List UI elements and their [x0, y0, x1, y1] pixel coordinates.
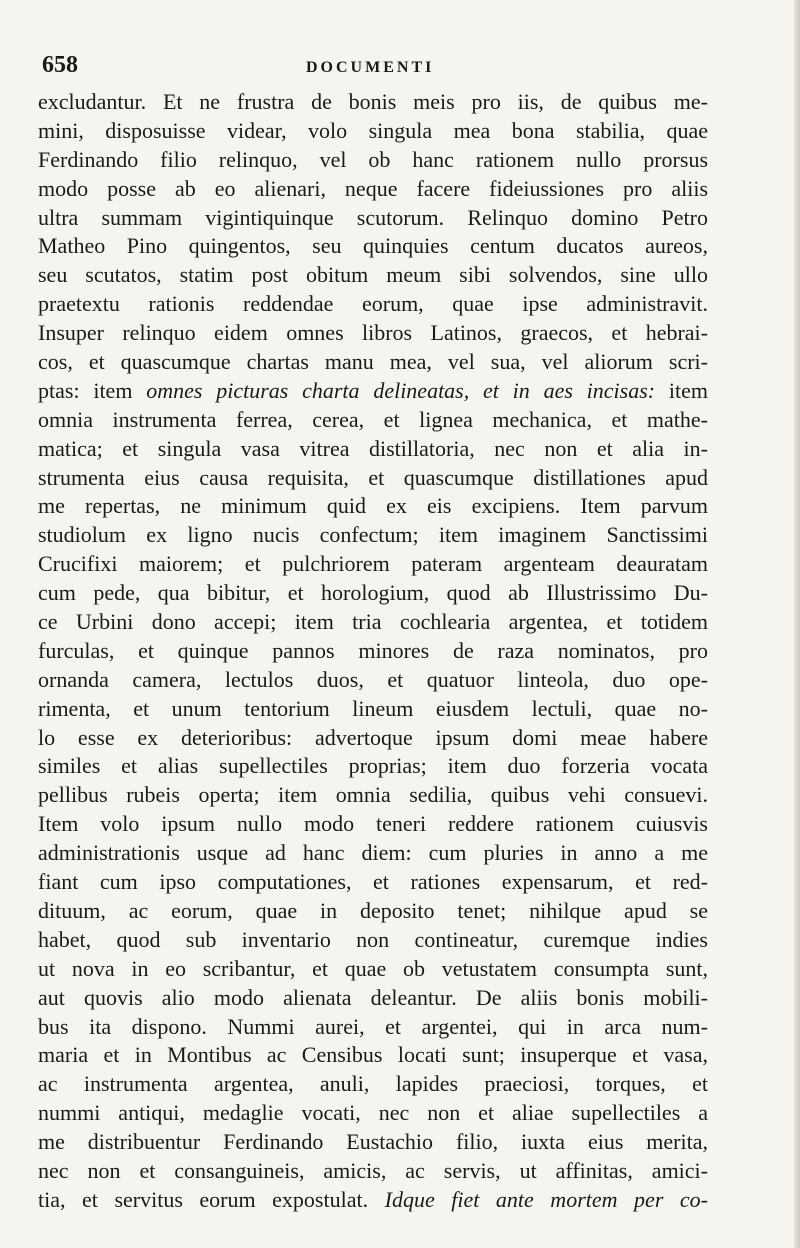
text-line: excludantur. Et ne frustra de bonis meis pro iis, de quibus me- [38, 89, 708, 114]
body-text [38, 88, 708, 1215]
text-line: Ferdinando filio relinquo, vel ob hanc rationem nullo prorsus [38, 146, 708, 172]
text-line: administrationis usque ad hanc diem: cum pluries in anno a me [38, 840, 708, 866]
text-line: cum pede, qua bibitur, et horologium, quod ab Illustrissimo Du- [38, 580, 708, 606]
text-line: pellibus rubeis operta; item omnia sedilia, quibus vehi consuevi. [38, 782, 708, 808]
text-line: dituum, ac eorum, quae in deposito tenet; nihilque apud se [38, 897, 708, 923]
text-line: studiolum ex ligno nucis confectum; item imaginem Sanctissimi [38, 522, 708, 548]
text-line: fiant cum ipso computationes, et rationes expensarum, et red- [38, 869, 708, 895]
text-line: Matheo Pino quingentos, seu quinquies centum ducatos aureos, [38, 233, 708, 259]
text-line: habet, quod sub inventario non contineatur, curemque indies [38, 926, 708, 952]
italic-run: Idque fiet ante mortem per co- [384, 1186, 708, 1212]
text-line-with-italic [38, 1186, 708, 1215]
text-line-with-italic [38, 377, 708, 406]
text-line: lo esse ex deterioribus: advertoque ipsum domi meae habere [38, 724, 708, 750]
text-line: nummi antiqui, medaglie vocati, nec non et aliae supellectiles a [38, 1100, 708, 1126]
text-line: ornanda camera, lectulos duos, et quatuor linteola, duo ope- [38, 666, 708, 692]
text-line: ce Urbini dono accepi; item tria cochlearia argentea, et totidem [38, 609, 708, 635]
text-line: me repertas, ne minimum quid ex eis excipiens. Item parvum [38, 493, 708, 519]
text-line: ac instrumenta argentea, anuli, lapides praeciosi, torques, et [38, 1071, 708, 1097]
italic-run: omnes picturas charta delineatas, et in aes incisas: [146, 377, 656, 403]
text-line: Crucifixi maiorem; et pulchriorem pateram argenteam deauratam [38, 551, 708, 577]
page-number: 658 [42, 52, 78, 78]
text-line: rimenta, et unum tentorium lineum eiusdem lectuli, quae no- [38, 695, 708, 721]
page-header [38, 44, 708, 84]
page-edge-shadow [794, 0, 800, 1248]
text-line: aut quovis alio modo alienata deleantur. De aliis bonis mobili- [38, 984, 708, 1010]
text-run: ptas: item [38, 377, 147, 403]
text-line: nec non et consanguineis, amicis, ac servis, ut affinitas, amici- [38, 1157, 708, 1183]
text-line: modo posse ab eo alienari, neque facere fideiussiones pro aliis [38, 175, 708, 201]
text-line: ut nova in eo scribantur, et quae ob vetustatem consumpta sunt, [38, 955, 708, 981]
text-line: strumenta eius causa requisita, et quascumque distillationes apud [38, 464, 708, 490]
text-line: Insuper relinquo eidem omnes libros Latinos, graecos, et hebrai- [38, 320, 708, 346]
running-head: DOCUMENTI [306, 59, 435, 76]
text-line: me distribuentur Ferdinando Eustachio filio, iuxta eius merita, [38, 1129, 708, 1155]
text-line: ultra summam vigintiquinque scutorum. Relinquo domino Petro [38, 204, 708, 230]
text-line: omnia instrumenta ferrea, cerea, et lignea mechanica, et mathe- [38, 406, 708, 432]
text-line: bus ita dispono. Nummi aurei, et argentei, qui in arca num- [38, 1013, 708, 1039]
text-line: praetextu rationis reddendae eorum, quae ipse administravit. [38, 291, 708, 317]
text-line: seu scutatos, statim post obitum meum sibi solvendos, sine ullo [38, 262, 708, 288]
text-line: furculas, et quinque pannos minores de raza nominatos, pro [38, 637, 708, 663]
text-line: maria et in Montibus ac Censibus locati sunt; insuperque et vasa, [38, 1042, 708, 1068]
text-line: similes et alias supellectiles proprias; item duo forzeria vocata [38, 753, 708, 779]
text-line: Item volo ipsum nullo modo teneri reddere rationem cuiusvis [38, 811, 708, 837]
text-line: mini, disposuisse videar, volo singula mea bona stabilia, quae [38, 117, 708, 143]
text-line: cos, et quascumque chartas manu mea, vel sua, vel aliorum scri- [38, 349, 708, 375]
text-run: tia, et servitus eorum expostulat. [38, 1186, 385, 1212]
text-run: item [655, 377, 708, 403]
text-line: matica; et singula vasa vitrea distillatoria, nec non et alia in- [38, 435, 708, 461]
